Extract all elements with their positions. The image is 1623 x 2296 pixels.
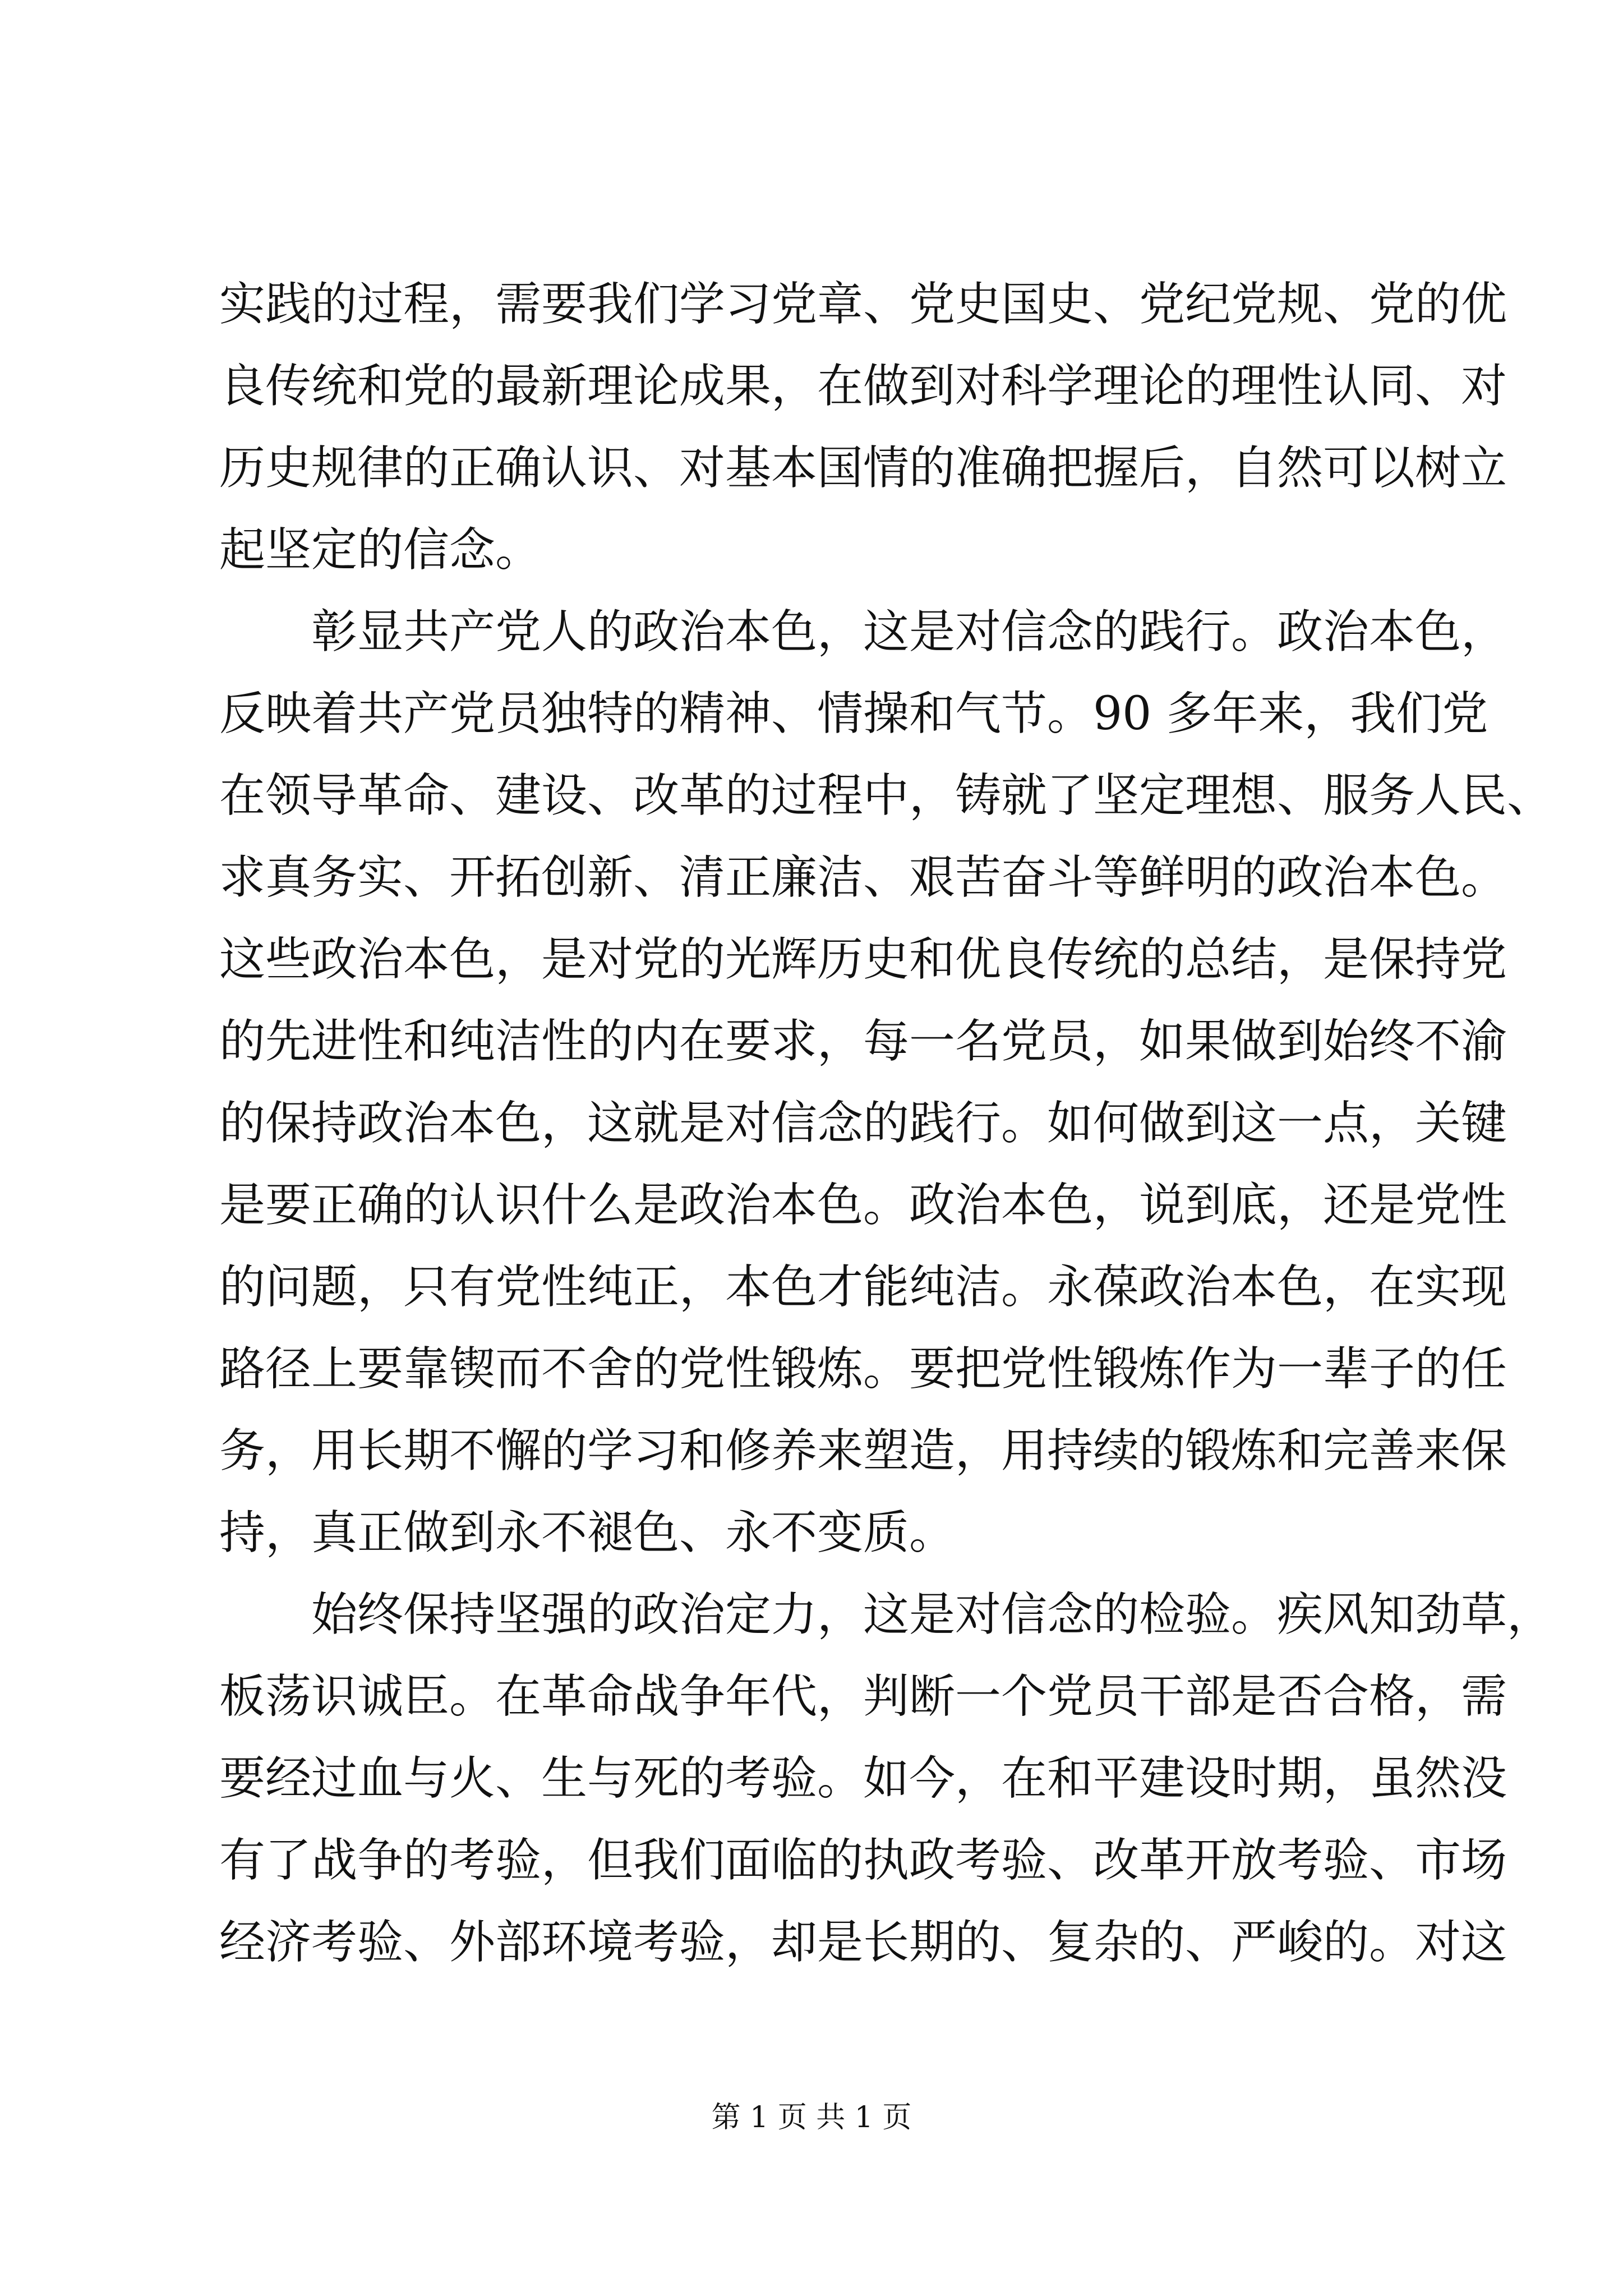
page-footer: 第 1 页 共 1 页 xyxy=(711,2101,912,2134)
text-line: 是要正确的认识什么是政治本色。政治本色，说到底，还是党性 xyxy=(219,1179,1507,1232)
text-line: 务，用长期不懈的学习和修养来塑造，用持续的锻炼和完善来保 xyxy=(219,1424,1507,1478)
text-line: 要经过血与火、生与死的考验。如今，在和平建设时期，虽然没 xyxy=(219,1752,1507,1805)
text-line: 这些政治本色，是对党的光辉历史和优良传统的总结，是保持党 xyxy=(219,933,1507,986)
text-line: 反映着共产党员独特的精神、情操和气节。90 多年来，我们党 xyxy=(219,687,1488,740)
text-line: 始终保持坚强的政治定力，这是对信念的检验。疾风知劲草， xyxy=(219,1588,1553,1641)
text-line: 在领导革命、建设、改革的过程中，铸就了坚定理想、服务人民、 xyxy=(219,769,1553,822)
text-line: 实践的过程，需要我们学习党章、党史国史、党纪党规、党的优 xyxy=(219,278,1507,331)
text-line: 的先进性和纯洁性的内在要求，每一名党员，如果做到始终不渝 xyxy=(219,1015,1507,1068)
text-line: 良传统和党的最新理论成果，在做到对科学理论的理性认同、对 xyxy=(219,360,1507,413)
text-line: 的保持政治本色，这就是对信念的践行。如何做到这一点，关键 xyxy=(219,1097,1507,1150)
text-line: 经济考验、外部环境考验，却是长期的、复杂的、严峻的。对这 xyxy=(219,1916,1507,1969)
text-line: 板荡识诚臣。在革命战争年代，判断一个党员干部是否合格，需 xyxy=(219,1670,1507,1723)
text-line: 历史规律的正确认识、对基本国情的准确把握后，自然可以树立 xyxy=(219,441,1507,495)
text-line: 有了战争的考验，但我们面临的执政考验、改革开放考验、市场 xyxy=(219,1834,1507,1887)
text-line: 求真务实、开拓创新、清正廉洁、艰苦奋斗等鲜明的政治本色。 xyxy=(219,851,1507,904)
text-line: 的问题，只有党性纯正，本色才能纯洁。永葆政治本色，在实现 xyxy=(219,1260,1507,1314)
text-line: 持，真正做到永不褪色、永不变质。 xyxy=(219,1506,956,1559)
text-line: 彰显共产党人的政治本色，这是对信念的践行。政治本色， xyxy=(219,605,1507,659)
body-text xyxy=(219,264,1553,1984)
text-line: 路径上要靠锲而不舍的党性锻炼。要把党性锻炼作为一辈子的任 xyxy=(219,1342,1507,1396)
text-line: 起坚定的信念。 xyxy=(219,523,542,577)
